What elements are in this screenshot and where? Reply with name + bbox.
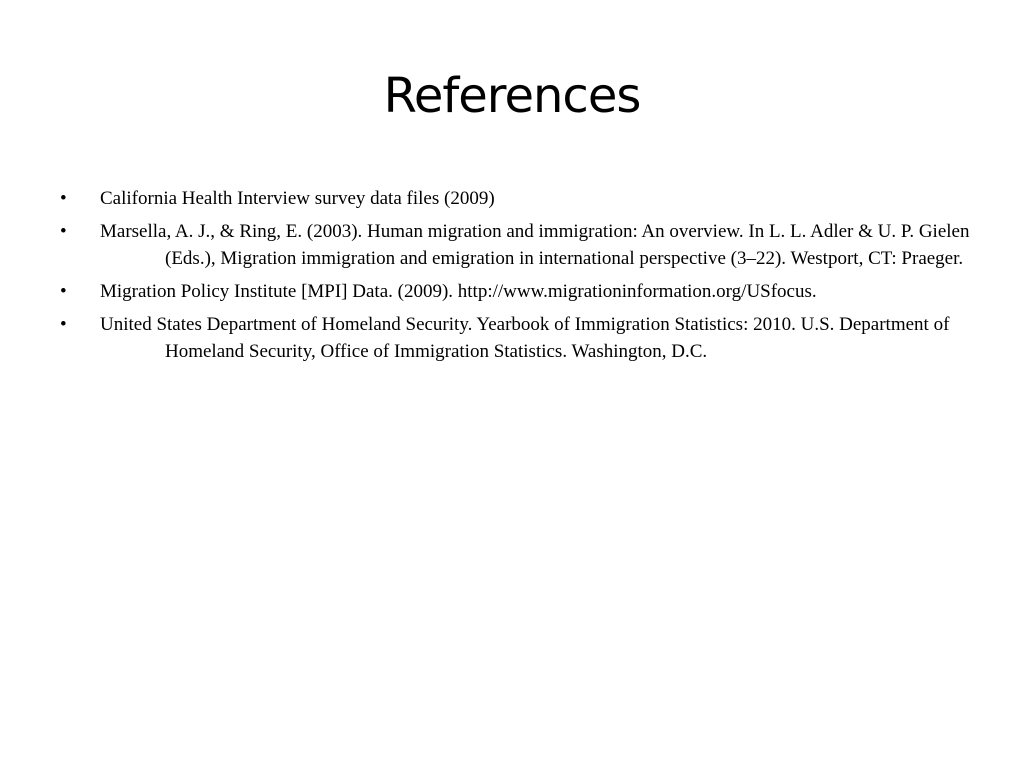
reference-item bbox=[60, 218, 980, 272]
reference-text: Migration Policy Institute [MPI] Data. (2009). http://www.migrationinformation.org/USfocus. bbox=[100, 281, 817, 302]
reference-item bbox=[60, 311, 980, 365]
reference-item bbox=[60, 278, 980, 305]
bullet-icon: • bbox=[60, 221, 67, 242]
reference-text: Marsella, A. J., & Ring, E. (2003). Human migration and immigration: An overview. In L. L. Adler & U. P. Gielen (Eds.), Migration immigration and emigration in international perspective (3–22). Westport, CT: Praeger. bbox=[100, 221, 970, 269]
reference-text: California Health Interview survey data files (2009) bbox=[100, 188, 495, 209]
bullet-icon: • bbox=[60, 281, 67, 302]
slide-title: References bbox=[383, 68, 641, 124]
reference-item bbox=[60, 185, 980, 212]
reference-list bbox=[60, 185, 980, 371]
bullet-icon: • bbox=[60, 314, 67, 335]
reference-text: United States Department of Homeland Security. Yearbook of Immigration Statistics: 2010. U.S. Department of Homeland Security, Office of Immigration Statistics. Washington, D.C. bbox=[100, 314, 950, 362]
bullet-icon: • bbox=[60, 188, 67, 209]
